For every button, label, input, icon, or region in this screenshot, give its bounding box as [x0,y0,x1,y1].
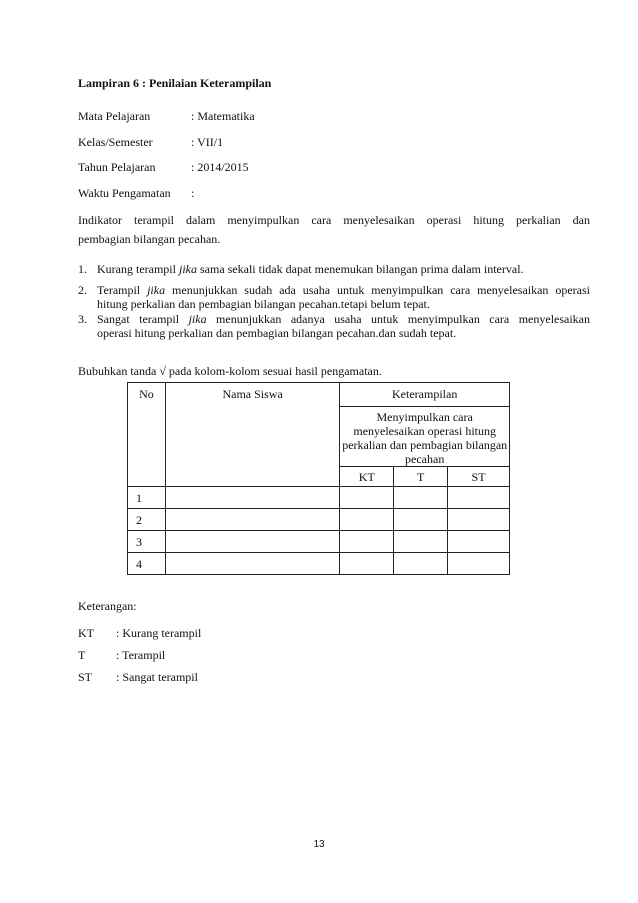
info-value-class: : VII/1 [191,135,224,149]
skill-description-line: menyelesaikan operasi hitung [353,424,496,438]
t-check-cell[interactable] [394,487,448,509]
indicator-line: Indikator terampil dalam menyimpulkan cara menyelesaikan operasi hitung perkalian dan [78,213,590,227]
row-number: 1 [128,487,166,509]
criteria-number: 3. [78,312,87,326]
table-row [128,531,510,553]
header-skill: Keterampilan [340,383,510,407]
criteria-item [78,283,590,311]
header-no: No [128,383,166,487]
criteria-text: operasi hitung perkalian dan pembagian bilangan pecahan.dan sudah tepat. [97,326,457,340]
table-row [128,509,510,531]
info-label-class: Kelas/Semester [78,135,153,149]
st-check-cell[interactable] [448,487,510,509]
header-level-kt: KT [340,467,394,487]
skill-description-line: pecahan [405,452,445,466]
kt-check-cell[interactable] [340,531,394,553]
legend-title: Keterangan: [78,599,137,613]
skill-description-line: Menyimpulkan cara [376,410,473,424]
kt-check-cell[interactable] [340,553,394,575]
st-check-cell[interactable] [448,531,510,553]
criteria-level: Kurang terampil [97,262,176,276]
criteria-item [78,312,590,340]
indicator-line: pembagian bilangan pecahan. [78,232,221,246]
criteria-text: sama sekali tidak dapat menemukan bilangan prima dalam interval. [199,262,524,276]
criteria-condition-word: jika [147,283,166,297]
info-value-subject: : Matematika [191,109,255,123]
skill-description-line: perkalian dan pembagian bilangan [342,438,508,452]
table-row [128,553,510,575]
table-row [128,487,510,509]
student-name-cell[interactable] [165,487,339,509]
legend-code: KT [78,626,94,640]
criteria-condition-word: jika [188,312,207,326]
criteria-text: menunjukkan sudah ada usaha untuk menyimpulkan cara menyelesaikan operasi [172,283,591,297]
criteria-item [78,262,590,276]
student-name-cell[interactable] [165,553,339,575]
info-value-year: : 2014/2015 [191,160,249,174]
header-student-name: Nama Siswa [165,383,339,487]
student-name-cell[interactable] [165,531,339,553]
t-check-cell[interactable] [394,531,448,553]
criteria-level: Terampil [97,283,141,297]
info-label-subject: Mata Pelajaran [78,109,151,123]
observation-table [127,382,510,575]
info-value-time: : [191,186,195,200]
instruction-text: Bubuhkan tanda √ pada kolom-kolom sesuai hasil pengamatan. [78,364,382,378]
info-label-year: Tahun Pelajaran [78,160,156,174]
criteria-number: 2. [78,283,87,297]
criteria-number: 1. [78,262,87,276]
indicator-paragraph [78,211,590,249]
info-label-time: Waktu Pengamatan [78,186,171,200]
kt-check-cell[interactable] [340,487,394,509]
page-title: Lampiran 6 : Penilaian Keterampilan [78,76,272,90]
legend-description: : Terampil [116,648,166,662]
st-check-cell[interactable] [448,553,510,575]
header-level-st: ST [448,467,510,487]
header-level-t: T [394,467,448,487]
criteria-level: Sangat terampil [97,312,180,326]
row-number: 3 [128,531,166,553]
criteria-condition-word: jika [178,262,197,276]
legend-description: : Sangat terampil [116,670,198,684]
legend-code: ST [78,670,93,684]
criteria-text: hitung perkalian dan pembagian bilangan pecahan.tetapi belum tepat. [97,297,430,311]
t-check-cell[interactable] [394,553,448,575]
page-number: 13 [313,839,325,850]
st-check-cell[interactable] [448,509,510,531]
t-check-cell[interactable] [394,509,448,531]
legend-description: : Kurang terampil [116,626,202,640]
kt-check-cell[interactable] [340,509,394,531]
criteria-text: menunjukkan adanya usaha untuk menyimpulkan cara menyelesaikan [216,312,591,326]
row-number: 4 [128,553,166,575]
student-name-cell[interactable] [165,509,339,531]
header-skill-description [340,407,510,467]
criteria-list [78,262,590,347]
row-number: 2 [128,509,166,531]
legend-code: T [78,648,86,662]
